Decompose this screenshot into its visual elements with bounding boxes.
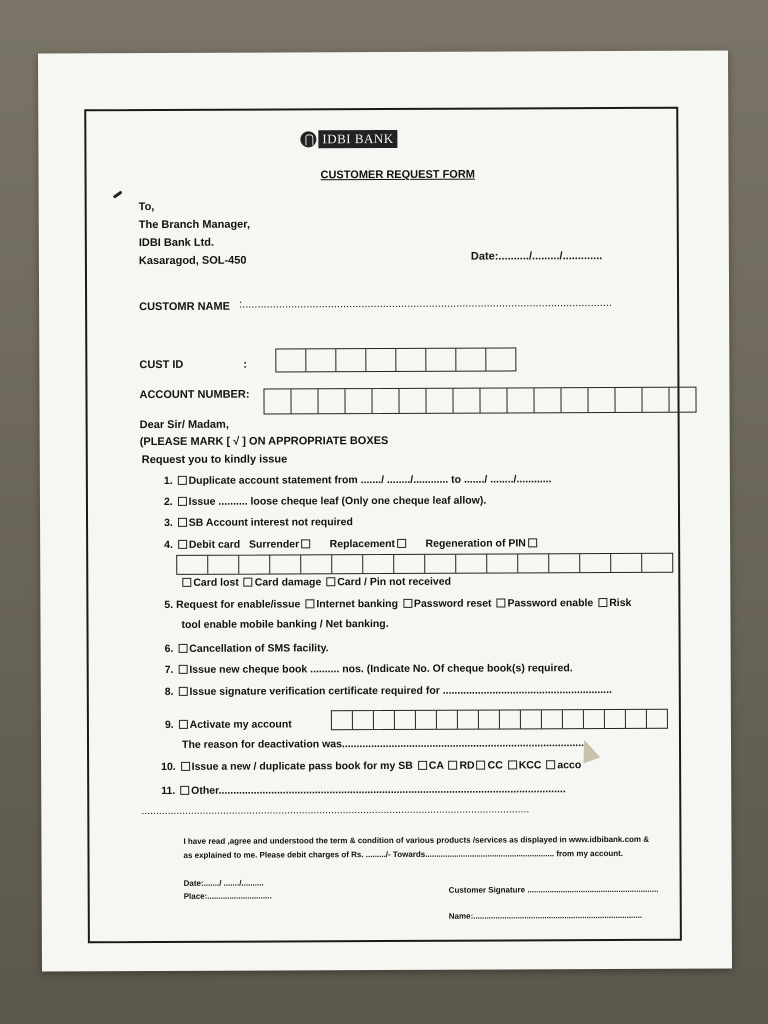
card-issue-options xyxy=(180,576,451,589)
customer-signature[interactable]: Customer Signature ........................................................... xyxy=(448,884,659,895)
acco-label: acco xyxy=(557,759,582,772)
account-box[interactable] xyxy=(615,388,642,412)
card-box[interactable] xyxy=(642,554,672,572)
account-box[interactable] xyxy=(332,711,353,729)
cust-id-colon: : xyxy=(243,358,248,371)
idbi-logo-icon xyxy=(300,131,316,147)
password-reset-label: Password reset xyxy=(413,597,492,610)
account-box[interactable] xyxy=(458,711,479,729)
replacement-label: Replacement xyxy=(329,537,396,551)
instruction: (PLEASE MARK [ √ ] ON APPROPRIATE BOXES xyxy=(139,434,389,449)
checkbox[interactable] xyxy=(301,540,310,549)
card-box[interactable] xyxy=(456,555,487,573)
item-number: 6. xyxy=(164,642,174,655)
checkbox[interactable] xyxy=(496,599,505,608)
item-5-line-2: tool enable mobile banking / Net banking. xyxy=(181,617,389,631)
cust-id-box[interactable] xyxy=(426,349,456,371)
item-text: SB Account interest not required xyxy=(188,516,353,529)
item-text[interactable]: Other....................................................................................................................... xyxy=(191,783,566,797)
card-box[interactable] xyxy=(487,554,518,572)
item-8 xyxy=(165,684,612,698)
checkbox[interactable] xyxy=(528,539,537,548)
account-box[interactable] xyxy=(542,710,563,728)
idbi-bank-logo xyxy=(300,130,397,148)
item-2 xyxy=(164,495,486,508)
account-box[interactable] xyxy=(318,389,345,413)
cust-id-label: CUST ID xyxy=(139,358,184,372)
item-10 xyxy=(161,759,581,773)
account-box[interactable] xyxy=(669,388,695,412)
form-paper xyxy=(38,50,732,971)
address-line-4: Kasaragod, SOL-450 xyxy=(138,254,247,268)
checkbox[interactable] xyxy=(508,761,517,770)
request-enable-label: Request for enable/issue xyxy=(176,598,301,611)
card-box[interactable] xyxy=(549,554,580,572)
account-box[interactable] xyxy=(345,389,372,413)
item-text: Issue .......... loose cheque leaf (Only one cheque leaf allow). xyxy=(188,494,487,508)
address-line-2: The Branch Manager, xyxy=(138,218,251,232)
item-number: 11. xyxy=(161,784,176,797)
card-box[interactable] xyxy=(425,555,456,573)
item-number: 7. xyxy=(164,663,174,676)
account-box[interactable] xyxy=(264,389,291,413)
item-11 xyxy=(161,783,566,797)
account-number-label: ACCOUNT NUMBER: xyxy=(139,388,250,402)
rd-label: RD xyxy=(459,759,475,772)
item-number: 8. xyxy=(164,685,174,698)
account-number-boxes[interactable] xyxy=(263,387,696,415)
item-number: 1. xyxy=(163,474,173,487)
cust-id-box[interactable] xyxy=(306,349,336,371)
account-box[interactable] xyxy=(647,710,667,728)
card-lost-label: Card lost xyxy=(193,576,239,589)
account-box[interactable] xyxy=(437,711,458,729)
account-box[interactable] xyxy=(479,711,500,729)
surrender-label: Surrender xyxy=(248,538,300,551)
footer-date[interactable]: Date:......./ ......./.......... xyxy=(183,878,264,888)
item-6 xyxy=(165,642,329,655)
customer-name-field[interactable]: :......................................................................................................................... xyxy=(239,297,612,311)
account-box[interactable] xyxy=(507,388,534,412)
item-number: 4. xyxy=(164,538,173,551)
logo-text: IDBI BANK xyxy=(318,130,397,148)
kcc-label: KCC xyxy=(518,759,542,772)
declaration-line-1: I have read ,agree and understood the term & condition of various products /services as displayed in www.idbibank.com & xyxy=(183,834,650,846)
internet-banking-label: Internet banking xyxy=(316,597,399,611)
account-box[interactable] xyxy=(372,389,399,413)
item-number: 5. xyxy=(164,598,174,611)
item-11-line-2[interactable]: ..................................................................................................................................... xyxy=(141,803,530,818)
cc-label: CC xyxy=(487,759,503,772)
card-box[interactable] xyxy=(177,556,208,574)
account-box[interactable] xyxy=(534,388,561,412)
item-4 xyxy=(164,537,539,551)
item-9 xyxy=(165,718,292,731)
date-field[interactable]: Date:........../........./............. xyxy=(470,250,603,263)
item-text: Activate my account xyxy=(189,718,292,731)
address-line-3: IDBI Bank Ltd. xyxy=(138,236,215,250)
checkbox[interactable] xyxy=(326,577,335,586)
regeneration-label: Regeneration of PIN xyxy=(425,537,526,550)
account-box[interactable] xyxy=(399,389,426,413)
cust-id-box[interactable] xyxy=(456,349,486,371)
footer-place[interactable]: Place:............................. xyxy=(183,891,272,901)
account-box[interactable] xyxy=(561,388,588,412)
card-box[interactable] xyxy=(394,555,425,573)
checkbox[interactable] xyxy=(178,540,187,549)
ca-label: CA xyxy=(428,759,444,772)
checkbox[interactable] xyxy=(178,665,187,674)
customer-name-footer[interactable]: Name:............................................................................ xyxy=(448,910,643,921)
card-damage-label: Card damage xyxy=(254,576,322,589)
cust-id-box[interactable] xyxy=(366,349,396,371)
debit-card-label: Debit card xyxy=(188,538,241,551)
checkbox[interactable] xyxy=(178,644,187,653)
item-3 xyxy=(164,516,353,529)
declaration-line-2: as explained to me. Please debit charges of Rs. ........./- Towards.......................................................... from my account. xyxy=(183,848,624,860)
item-7 xyxy=(165,662,573,676)
cust-id-box[interactable] xyxy=(336,349,366,371)
card-box[interactable] xyxy=(301,555,332,573)
account-box[interactable] xyxy=(426,389,453,413)
item-number: 10. xyxy=(161,760,176,773)
item-text: Cancellation of SMS facility. xyxy=(189,642,329,655)
checkbox[interactable] xyxy=(403,599,412,608)
passbook-label: Issue a new / duplicate pass book for my SB xyxy=(191,759,413,773)
risk-label: Risk xyxy=(609,596,632,610)
request-intro: Request you to kindly issue xyxy=(141,453,288,467)
item-text: Issue new cheque book .......... nos. (Indicate No. Of cheque book(s) required. xyxy=(189,662,573,676)
item-number: 9. xyxy=(164,718,174,731)
card-box[interactable] xyxy=(363,555,394,573)
card-pin-label: Card / Pin not received xyxy=(337,575,452,589)
account-box[interactable] xyxy=(291,389,318,413)
account-box[interactable] xyxy=(642,388,669,412)
item-number: 3. xyxy=(164,516,173,529)
checkbox[interactable] xyxy=(448,761,457,770)
item-text: Issue signature verification certificate required for .......................................................... xyxy=(189,684,612,698)
card-box[interactable] xyxy=(270,555,301,573)
activate-account-boxes[interactable] xyxy=(331,709,668,730)
checkbox[interactable] xyxy=(178,518,187,527)
card-number-boxes[interactable] xyxy=(176,553,673,575)
form-title: CUSTOMER REQUEST FORM xyxy=(320,168,475,182)
deactivation-reason[interactable]: The reason for deactivation was................................................................................... xyxy=(181,737,585,751)
card-box[interactable] xyxy=(239,556,270,574)
checkbox[interactable] xyxy=(179,720,188,729)
card-box[interactable] xyxy=(332,555,363,573)
checkbox[interactable] xyxy=(178,497,187,506)
account-box[interactable] xyxy=(521,710,542,728)
card-box[interactable] xyxy=(518,554,549,572)
cust-id-box[interactable] xyxy=(276,349,306,371)
checkbox[interactable] xyxy=(178,476,187,485)
item-5 xyxy=(164,597,631,611)
account-box[interactable] xyxy=(584,710,605,728)
account-box[interactable] xyxy=(353,711,374,729)
checkbox[interactable] xyxy=(546,760,555,769)
checkbox[interactable] xyxy=(178,687,187,696)
checkbox[interactable] xyxy=(418,761,427,770)
cust-id-box[interactable] xyxy=(486,348,515,370)
item-number: 2. xyxy=(163,495,173,508)
account-box[interactable] xyxy=(563,710,584,728)
account-box[interactable] xyxy=(395,711,416,729)
customer-name-label: CUSTOMR NAME xyxy=(139,300,230,314)
card-box[interactable] xyxy=(611,554,642,572)
account-box[interactable] xyxy=(588,388,615,412)
address-line-1: To, xyxy=(138,201,155,214)
account-box[interactable] xyxy=(374,711,395,729)
checkbox[interactable] xyxy=(305,600,314,609)
checkbox[interactable] xyxy=(182,578,191,587)
checkbox[interactable] xyxy=(397,539,406,548)
account-box[interactable] xyxy=(453,389,480,413)
salutation: Dear Sir/ Madam, xyxy=(139,418,229,432)
account-box[interactable] xyxy=(626,710,647,728)
checkbox[interactable] xyxy=(477,761,486,770)
card-box[interactable] xyxy=(208,556,239,574)
checkbox[interactable] xyxy=(181,762,190,771)
checkbox[interactable] xyxy=(598,598,607,607)
checkbox[interactable] xyxy=(180,786,189,795)
item-text: Duplicate account statement from ......./ ......../............ to ......./ ......../............ xyxy=(188,473,552,487)
cust-id-box[interactable] xyxy=(396,349,426,371)
account-box[interactable] xyxy=(480,388,507,412)
account-box[interactable] xyxy=(605,710,626,728)
password-enable-label: Password enable xyxy=(507,597,594,610)
card-box[interactable] xyxy=(580,554,611,572)
cust-id-boxes[interactable] xyxy=(275,347,516,372)
account-box[interactable] xyxy=(500,710,521,728)
item-1 xyxy=(164,473,552,487)
checkbox[interactable] xyxy=(244,578,253,587)
account-box[interactable] xyxy=(416,711,437,729)
